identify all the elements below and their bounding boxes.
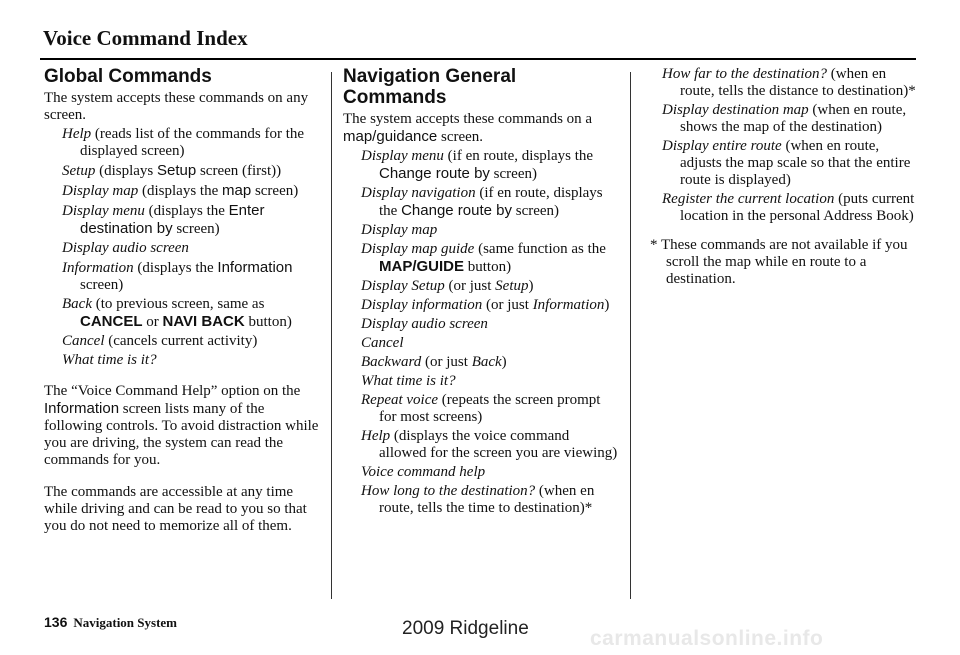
cmd-display-map: Display map (displays the map screen): [62, 182, 299, 199]
footer-section: Navigation System: [73, 615, 177, 630]
cmd-what-time: What time is it?: [62, 352, 157, 368]
site-watermark: carmanualsonline.info: [590, 627, 824, 650]
nav-cmd-how-far: How far to the destination? (when en route, tells the distance to destination)*: [662, 66, 916, 99]
nav-cmd-voice-command-help: Voice command help: [361, 464, 486, 480]
nav-cmd-display-entire-route: Display entire route (when en route, adjusts the map scale so that the entire route is displayed): [662, 138, 911, 188]
page-title: Voice Command Index: [43, 26, 248, 50]
nav-cmd-how-long: How long to the destination? (when en route, tells the time to destination)*: [361, 483, 595, 516]
nav-cmd-display-audio: Display audio screen: [361, 316, 488, 332]
cmd-display-menu: Display menu (displays the Enter destination by screen): [62, 202, 265, 237]
column-navigation-commands: [343, 66, 619, 519]
page-footer: [44, 614, 177, 631]
nav-cmd-repeat-voice: Repeat voice (repeats the screen prompt for most screens): [361, 392, 601, 425]
nav-cmd-register-location: Register the current location (puts current location in the personal Address Book): [662, 191, 915, 224]
cmd-cancel: Cancel (cancels current activity): [62, 333, 258, 349]
cmd-display-audio: Display audio screen: [62, 240, 189, 256]
nav-cmd-display-information: Display information (or just Information): [361, 297, 610, 313]
nav-cmd-display-setup: Display Setup (or just Setup): [361, 278, 534, 294]
column-navigation-continued: [622, 66, 922, 288]
cmd-setup: Setup (displays Setup screen (first)): [62, 162, 282, 179]
cmd-help: Help (reads list of the commands for the displayed screen): [62, 126, 305, 159]
model-watermark: 2009 Ridgeline: [402, 618, 529, 639]
nav-cmd-display-menu: Display menu (if en route, displays the Change route by screen): [361, 148, 594, 182]
voice-help-paragraph: The “Voice Command Help” option on the Information screen lists many of the following controls. To avoid distraction while you are driving, the system can read the commands for you.: [44, 383, 319, 468]
footnote: * These commands are not available if you scroll the map while en route to a destination.: [650, 237, 908, 287]
page-number: 136: [44, 614, 68, 630]
nav-cmd-display-destination-map: Display destination map (when en route, shows the map of the destination): [662, 102, 907, 135]
navigation-commands-heading: Navigation General Commands: [343, 66, 517, 108]
header-rule: [40, 58, 916, 60]
nav-intro: The system accepts these commands on a map/guidance screen.: [343, 111, 593, 145]
global-intro: The system accepts these commands on any screen.: [44, 90, 309, 123]
nav-cmd-display-map: Display map: [361, 222, 438, 238]
nav-cmd-help: Help (displays the voice command allowed for the screen you are viewing): [361, 428, 618, 461]
accessible-paragraph: The commands are accessible at any time while driving and can be read to you so that you do not need to memorize all of them.: [44, 484, 307, 534]
cmd-information: Information (displays the Information screen): [62, 259, 293, 293]
nav-cmd-display-navigation: Display navigation (if en route, displays the Change route by screen): [361, 185, 603, 219]
nav-cmd-display-map-guide: Display map guide (same function as the MAP/GUIDE button): [361, 241, 606, 275]
global-commands-heading: Global Commands: [44, 66, 212, 87]
column-divider-1: [331, 72, 332, 599]
column-global-commands: [44, 66, 326, 535]
nav-cmd-what-time: What time is it?: [361, 373, 456, 389]
nav-cmd-cancel: Cancel: [361, 335, 404, 351]
cmd-back: Back (to previous screen, same as CANCEL or NAVI BACK button): [62, 296, 292, 330]
nav-cmd-backward: Backward (or just Back): [361, 354, 507, 370]
